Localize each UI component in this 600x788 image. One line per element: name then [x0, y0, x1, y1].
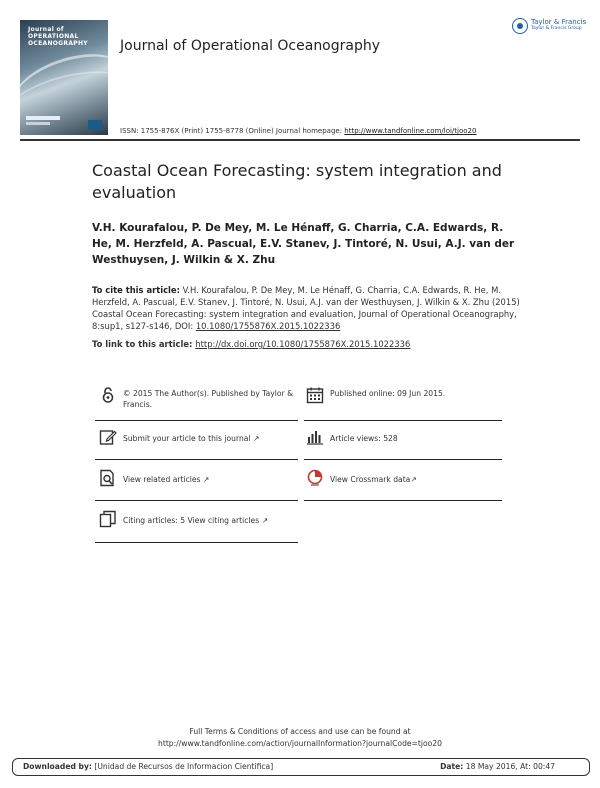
- calendar-icon: [306, 386, 324, 404]
- article-link-label: To link to this article:: [92, 339, 196, 349]
- submit-article-link[interactable]: Submit your article to this journal ↗: [99, 428, 299, 448]
- article-views: [306, 428, 506, 448]
- bar-chart-icon: [306, 428, 324, 446]
- published-text: Published online: 09 Jun 2015.: [330, 389, 446, 398]
- external-link-icon: ↗: [202, 475, 210, 484]
- issn-line: ISSN: 1755-876X (Print) 1755-8778 (Online) Journal homepage: http://www.tandfonline.com/loi/tjoo20: [120, 127, 477, 135]
- article-authors: V.H. Kourafalou, P. De Mey, M. Le Hénaff, G. Charria, C.A. Edwards, R. He, M. Herzfeld, A. Pascual, E.V. Stanev, J. Tintoré, N. Usui, A.J. van der Westhuysen, J. Wilkin & X. Zhu: [92, 222, 515, 266]
- citing-articles-link[interactable]: Citing articles: 5 View citing articles ↗: [99, 510, 299, 530]
- article-link-block: [92, 338, 522, 350]
- license-cell: [99, 386, 299, 416]
- cover-title: Journal of OPERATIONAL OCEANOGRAPHY: [28, 26, 88, 47]
- download-info-bar: Downloaded by: [Unidad de Recursos de Informacion Cientifica] Date: 18 May 2016, At: 00:47: [12, 758, 590, 776]
- external-link-icon: ↗: [410, 475, 417, 484]
- published-cell: [306, 386, 506, 406]
- citation-text: V.H. Kourafalou, P. De Mey, M. Le Hénaff, G. Charria, C.A. Edwards, R. He, M. Herzfeld, A. Pascual, E.V. Stanev, J. Tintoré, N. Usui, A.J. van der Westhuysen, J. Wilkin & X. Zhu (2015) Coastal Ocean Forecasting: system integration and evaluation, Journal of Operational Oceanography, 8:sup1, s127-s146, DOI:: [92, 285, 520, 331]
- edit-icon: [99, 428, 117, 446]
- license-text: © 2015 The Author(s). Published by Taylor & Francis.: [123, 389, 294, 409]
- citation-doi-link[interactable]: 10.1080/1755876X.2015.1022336: [195, 321, 341, 331]
- external-link-icon: ↗: [252, 434, 260, 443]
- copy-documents-icon: [99, 510, 117, 528]
- journal-homepage-link[interactable]: http://www.tandfonline.com/loi/tjoo20: [344, 127, 477, 135]
- article-title: Coastal Ocean Forecasting: system integration and evaluation: [92, 161, 502, 202]
- document-search-icon: [99, 469, 117, 487]
- crossmark-link[interactable]: View Crossmark data↗: [306, 469, 506, 493]
- terms-url[interactable]: http://www.tandfonline.com/action/journalInformation?journalCode=tjoo20: [158, 739, 442, 748]
- download-date: 18 May 2016, At: 00:47: [463, 762, 555, 771]
- external-link-icon: ↗: [261, 516, 268, 525]
- views-text: Article views: 528: [330, 434, 398, 443]
- open-access-icon: [99, 386, 117, 404]
- journal-cover-image: [20, 20, 108, 135]
- citation-label: To cite this article:: [92, 285, 180, 295]
- downloaded-by: [Unidad de Recursos de Informacion Cientifica]: [91, 762, 274, 771]
- terms-footer: [0, 726, 600, 750]
- crossmark-icon: [306, 469, 324, 487]
- related-articles-link[interactable]: View related articles ↗: [99, 469, 299, 489]
- terms-text: Full Terms & Conditions of access and use can be found at: [189, 727, 411, 736]
- article-doi-link[interactable]: http://dx.doi.org/10.1080/1755876X.2015.1022336: [195, 339, 411, 349]
- publisher-logo: Taylor & Francis Taylor & Francis Group: [512, 18, 584, 36]
- publisher-logo-icon: [512, 18, 528, 34]
- citation-block: [92, 284, 522, 332]
- journal-title: Journal of Operational Oceanography: [120, 38, 381, 54]
- header-divider: [20, 139, 580, 141]
